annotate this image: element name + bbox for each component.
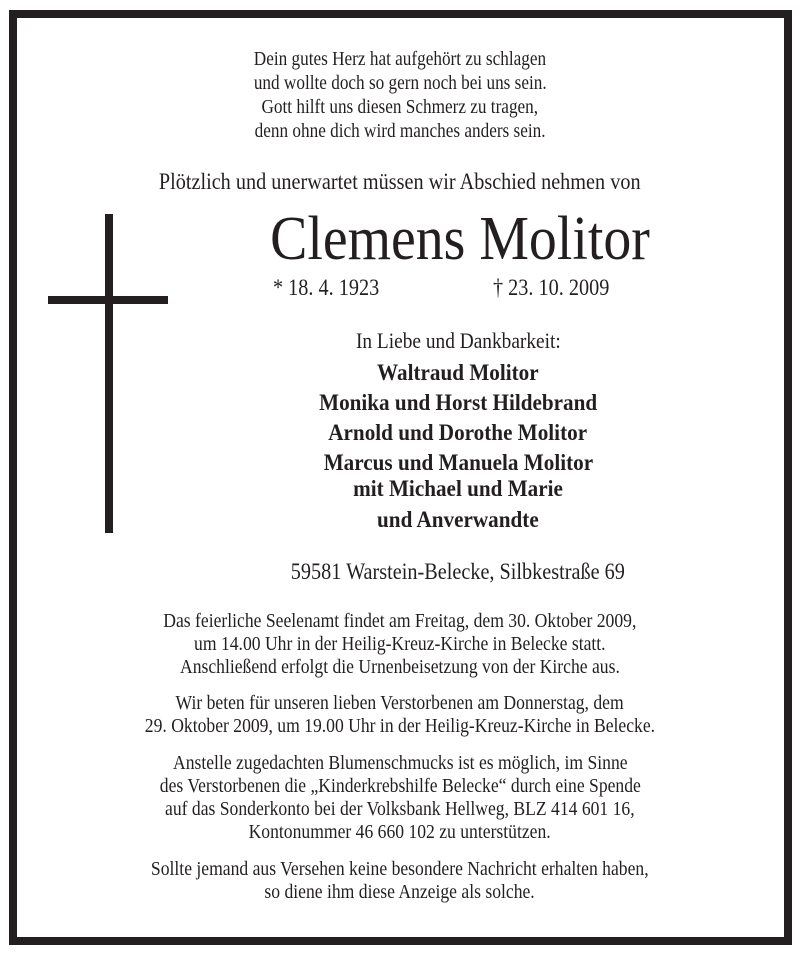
donation-line: auf das Sonderkonto bei der Volksbank Hellweg, BLZ 414 601 16, xyxy=(165,798,635,820)
death-date: † 23. 10. 2009 xyxy=(493,275,610,300)
requiem-line: Das feierliche Seelenamt findet am Freitag, dem 30. Oktober 2009, xyxy=(163,610,637,632)
donation-line: des Verstorbenen die „Kinderkrebshilfe Belecke“ durch eine Spende xyxy=(159,775,641,797)
poem-line: Gott hilft uns diesen Schmerz zu tragen, xyxy=(261,96,539,118)
requiem-line: Anschließend erfolgt die Urnenbeisetzung von der Kirche aus. xyxy=(180,656,620,678)
poem-line: denn ohne dich wird manches anders sein. xyxy=(254,120,546,142)
mourner-name: Arnold und Dorothe Molitor xyxy=(328,420,588,445)
poem-line: und wollte doch so gern noch bei uns sein. xyxy=(253,72,547,94)
donation-line: Kontonummer 46 660 102 zu unterstützen. xyxy=(248,821,552,843)
deceased-name: Clemens Molitor xyxy=(270,205,650,273)
birth-date: * 18. 4. 1923 xyxy=(273,275,380,300)
mourner-name: mit Michael und Marie xyxy=(353,476,563,501)
mourner-name: Waltraud Molitor xyxy=(377,360,539,385)
requiem-line: um 14.00 Uhr in der Heilig-Kreuz-Kirche in Belecke statt. xyxy=(194,633,606,655)
intro-text: Plötzlich und unerwartet müssen wir Abschied nehmen von xyxy=(159,169,641,194)
prayer-line: Wir beten für unseren lieben Verstorbenen am Donnerstag, dem xyxy=(175,692,625,714)
mourner-name: Monika und Horst Hildebrand xyxy=(318,390,598,415)
family-address: 59581 Warstein-Belecke, Silbkestraße 69 xyxy=(290,559,626,584)
donation-line: Anstelle zugedachten Blumenschmucks ist es möglich, im Sinne xyxy=(172,752,628,774)
life-dates xyxy=(0,274,800,304)
mourner-name: Marcus und Manuela Molitor xyxy=(323,450,593,475)
notice-line: Sollte jemand aus Versehen keine besondere Nachricht erhalten haben, xyxy=(151,858,649,880)
notice-line: so diene ihm diese Anzeige als solche. xyxy=(264,881,536,903)
poem-line: Dein gutes Herz hat aufgehört zu schlagen xyxy=(253,48,547,70)
mourners-heading: In Liebe und Dankbarkeit: xyxy=(355,328,561,353)
prayer-line: 29. Oktober 2009, um 19.00 Uhr in der Heilig-Kreuz-Kirche in Belecke. xyxy=(144,715,656,737)
mourner-name: und Anverwandte xyxy=(377,507,539,532)
